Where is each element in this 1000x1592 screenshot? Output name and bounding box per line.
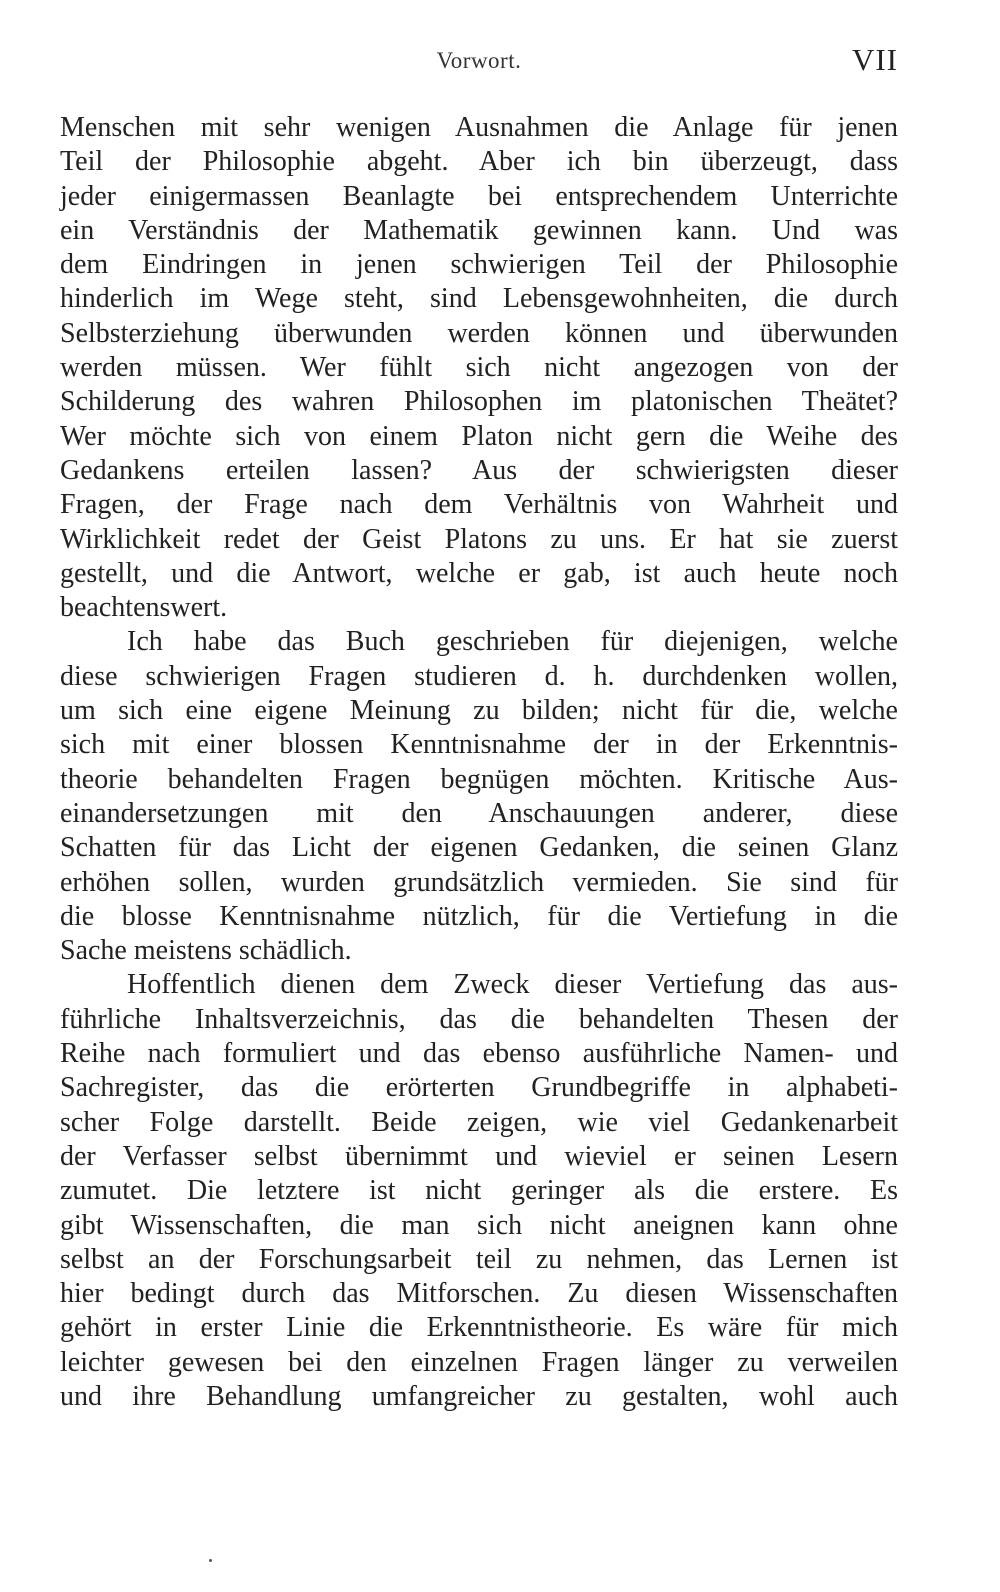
text-line: selbst an der Forschungsarbeit teil zu nehmen, das Lernen ist (60, 1243, 898, 1275)
paragraph (60, 968, 898, 1414)
text-line: um sich eine eigene Meinung zu bilden; nicht für die, welche (60, 695, 898, 727)
text-line: Ich habe das Buch geschrieben für diejenigen, welche (127, 626, 898, 658)
paragraph (60, 625, 898, 968)
text-line: Wirklichkeit redet der Geist Platons zu uns. Er hat sie zuerst (60, 523, 898, 555)
text-line: zumutet. Die letztere ist nicht geringer als die erstere. Es (60, 1175, 898, 1207)
text-line: führliche Inhaltsverzeichnis, das die behandelten Thesen der (60, 1003, 898, 1035)
text-line: scher Folge darstellt. Beide zeigen, wie viel Gedankenarbeit (60, 1106, 898, 1138)
text-line: einandersetzungen mit den Anschauungen anderer, diese (60, 797, 898, 829)
text-line: Hoffentlich dienen dem Zweck dieser Vertiefung das aus- (127, 969, 898, 1001)
text-line: hinderlich im Wege steht, sind Lebensgewohnheiten, die durch (60, 283, 898, 315)
text-line: Selbsterziehung überwunden werden können und überwunden (60, 317, 898, 349)
text-line: Teil der Philosophie abgeht. Aber ich bin überzeugt, dass (60, 146, 898, 178)
text-line: theorie behandelten Fragen begnügen möchten. Kritische Aus- (60, 763, 898, 795)
text-line: jeder einigermassen Beanlagte bei entsprechendem Unterrichte (60, 180, 898, 212)
text-line: werden müssen. Wer fühlt sich nicht angezogen von der (60, 352, 898, 384)
text-line: sich mit einer blossen Kenntnisnahme der in der Erkenntnis- (60, 729, 898, 761)
page-number: VII (851, 42, 898, 77)
text-line: Gedankens erteilen lassen? Aus der schwierigsten dieser (60, 454, 898, 486)
text-line: beachtenswert. (60, 592, 228, 624)
text-line: Sachregister, das die erörterten Grundbegriffe in alphabeti- (60, 1072, 898, 1104)
text-line: gibt Wissenschaften, die man sich nicht aneignen kann ohne (60, 1209, 898, 1241)
text-line: gestellt, und die Antwort, welche er gab, ist auch heute noch (60, 557, 898, 589)
text-line: diese schwierigen Fragen studieren d. h. durchdenken wollen, (60, 660, 898, 692)
text-line: Schatten für das Licht der eigenen Gedanken, die seinen Glanz (60, 832, 898, 864)
running-title: Vorwort. (436, 48, 522, 73)
text-line: Schilderung des wahren Philosophen im platonischen Theätet? (60, 386, 898, 418)
text-line: ein Verständnis der Mathematik gewinnen kann. Und was (60, 214, 898, 246)
paper-speck (209, 1559, 212, 1562)
text-line: erhöhen sollen, wurden grundsätzlich vermieden. Sie sind für (60, 866, 898, 898)
text-line: leichter gewesen bei den einzelnen Fragen länger zu verweilen (60, 1346, 898, 1378)
body-text (60, 111, 898, 1414)
running-head (60, 42, 898, 82)
text-line: Sache meistens schädlich. (60, 935, 352, 967)
text-line: die blosse Kenntnisnahme nützlich, für die Vertiefung in die (60, 900, 898, 932)
text-line: dem Eindringen in jenen schwierigen Teil der Philosophie (60, 249, 898, 281)
text-line: Wer möchte sich von einem Platon nicht gern die Weihe des (60, 420, 898, 452)
text-line: Fragen, der Frage nach dem Verhältnis von Wahrheit und (60, 489, 898, 521)
text-line: und ihre Behandlung umfangreicher zu gestalten, wohl auch (60, 1380, 898, 1412)
text-line: gehört in erster Linie die Erkenntnistheorie. Es wäre für mich (60, 1312, 898, 1344)
text-line: hier bedingt durch das Mitforschen. Zu diesen Wissenschaften (60, 1278, 898, 1310)
text-line: Menschen mit sehr wenigen Ausnahmen die Anlage für jenen (60, 112, 898, 143)
text-line: Reihe nach formuliert und das ebenso ausführliche Namen- und (60, 1038, 898, 1070)
paragraph (60, 111, 898, 625)
text-line: der Verfasser selbst übernimmt und wieviel er seinen Lesern (60, 1140, 898, 1172)
